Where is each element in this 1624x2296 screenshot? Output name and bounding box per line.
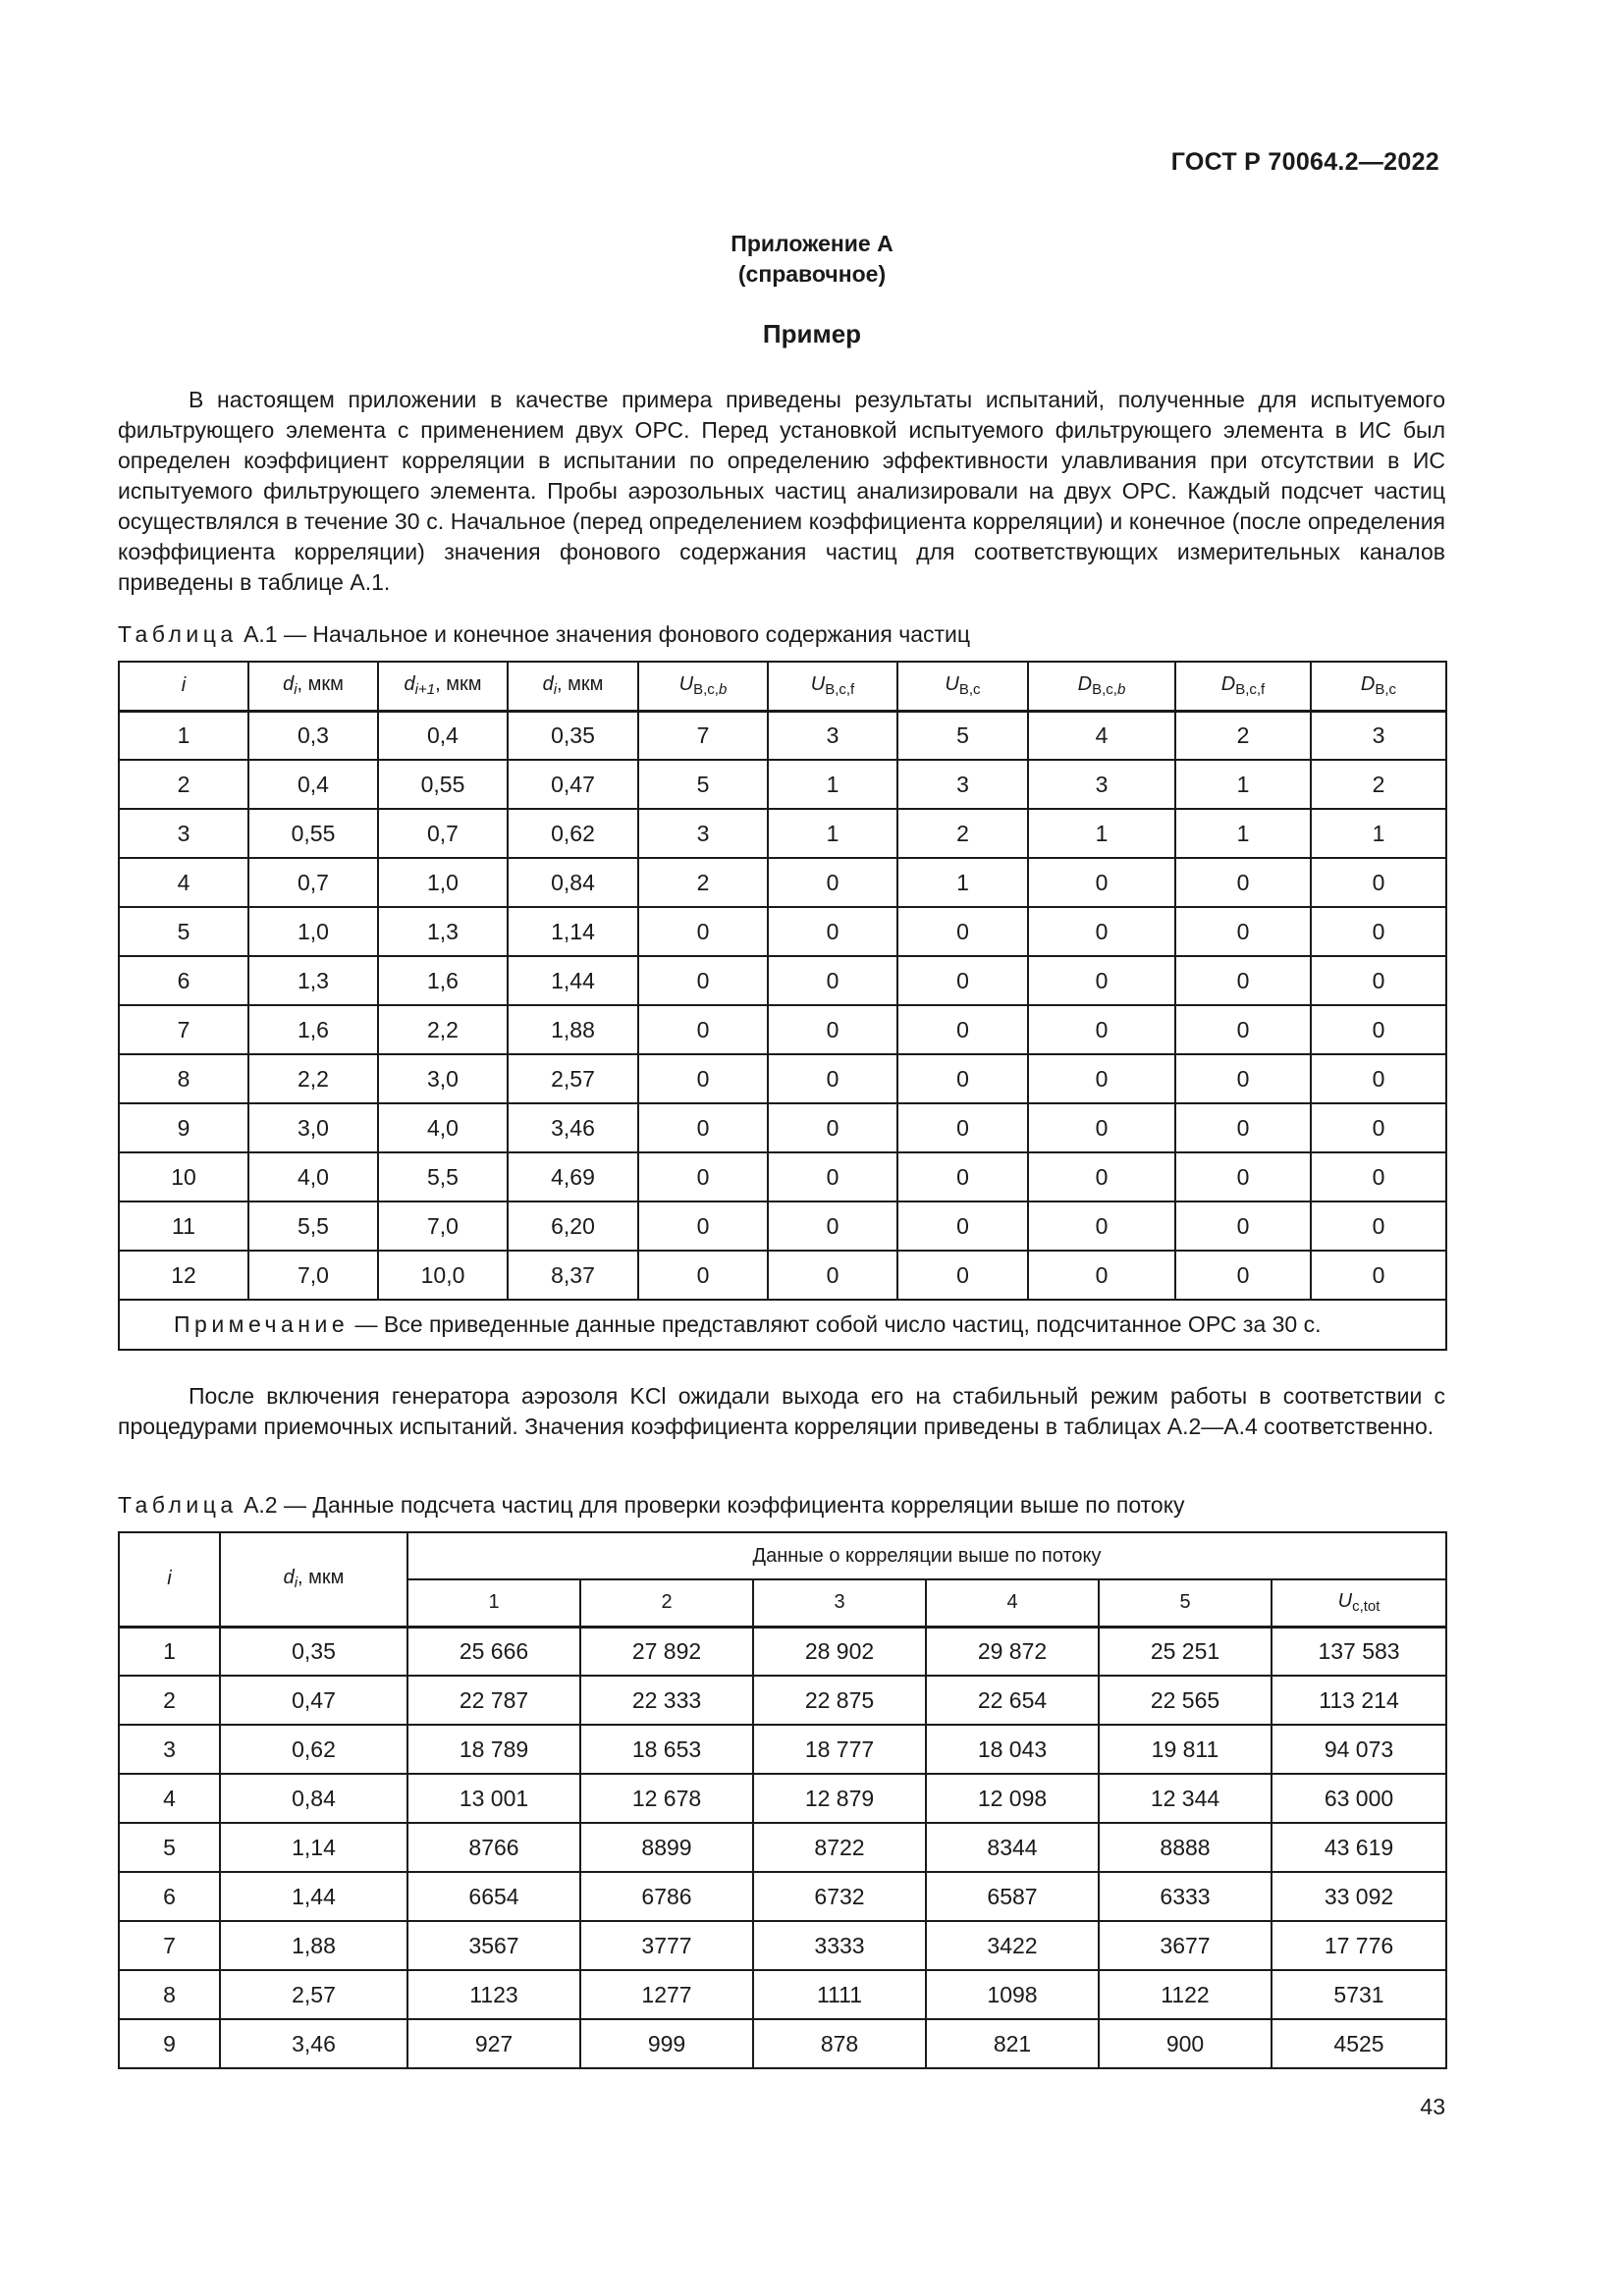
table-cell: 3777 [580, 1921, 753, 1970]
table-cell: 7 [119, 1921, 220, 1970]
table-cell: 0 [1028, 907, 1175, 956]
table-cell: 0 [638, 1054, 768, 1103]
table-cell: 28 902 [753, 1627, 926, 1676]
table-cell: 0,7 [248, 858, 378, 907]
table-cell: 0 [1311, 858, 1446, 907]
table-row [119, 1201, 1446, 1251]
table-cell: 8,37 [508, 1251, 638, 1300]
annex-title: Приложение А [731, 231, 893, 256]
table-cell: 2,2 [378, 1005, 508, 1054]
table-cell: 0 [1028, 1054, 1175, 1103]
table2-caption-label: Таблица [118, 1492, 238, 1518]
table-cell: 1,88 [508, 1005, 638, 1054]
table-cell: 8 [119, 1054, 248, 1103]
table-cell: 0 [1175, 956, 1311, 1005]
header2-group: Данные о корреляции выше по потоку [407, 1532, 1446, 1579]
table-cell: 43 619 [1272, 1823, 1446, 1872]
table-cell: 19 811 [1099, 1725, 1272, 1774]
table-cell: 8766 [407, 1823, 580, 1872]
table-row [119, 1152, 1446, 1201]
table-cell: 0 [1028, 1152, 1175, 1201]
table-row [119, 858, 1446, 907]
header-ubc: $U_{B,c}$ [897, 662, 1028, 711]
table-cell: 3422 [926, 1921, 1099, 1970]
table-cell: 7,0 [248, 1251, 378, 1300]
table-cell: 900 [1099, 2019, 1272, 2068]
table-cell: 4,0 [248, 1152, 378, 1201]
table-cell: 0 [1311, 1054, 1446, 1103]
table-cell: 22 875 [753, 1676, 926, 1725]
table-cell: 3333 [753, 1921, 926, 1970]
table-cell: 2,57 [508, 1054, 638, 1103]
table-cell: 22 565 [1099, 1676, 1272, 1725]
table-cell: 27 892 [580, 1627, 753, 1676]
table-cell: 8 [119, 1970, 220, 2019]
table-row [119, 1251, 1446, 1300]
table-cell: 3677 [1099, 1921, 1272, 1970]
header2-col-5: 5 [1099, 1579, 1272, 1627]
table1-caption-text: А.1 — Начальное и конечное значения фонового содержания частиц [244, 621, 971, 647]
table1-note-row [119, 1300, 1446, 1350]
table-cell: 4,0 [378, 1103, 508, 1152]
table-cell: 5 [119, 907, 248, 956]
header-di-mean: $d_i$, мкм [508, 662, 638, 711]
table-cell: 1,14 [508, 907, 638, 956]
table-cell: 0 [1028, 1201, 1175, 1251]
annex-subtitle: (справочное) [737, 261, 887, 287]
table-cell: 1 [768, 809, 897, 858]
table-cell: 0,62 [220, 1725, 407, 1774]
table1-note-label: Примечание [174, 1311, 350, 1337]
table-cell: 3 [638, 809, 768, 858]
table2-caption [118, 1492, 1445, 1519]
intro-paragraph: В настоящем приложении в качестве примера приведены результаты испытаний, полученные для испытуемого фильтрующего элемента с применением двух ОРС. Перед установкой испытуемого фильтрующего элемента в ИС был определен коэффициент корреляции в испытании по определению эффективности улавливания при отсутствии в ИС испытуемого фильтрующего элемента. Пробы аэрозольных частиц анализировали на двух ОРС. Каждый подсчет частиц осуществлялся в течение 30 с. Начальное (перед определением коэффициента корреляции) и конечное (после определения коэффициента корреляции) значения фонового содержания частиц для соответствующих измерительных каналов приведены в таблице А.1. [118, 387, 1445, 595]
table-cell: 1098 [926, 1970, 1099, 2019]
table-cell: 17 776 [1272, 1921, 1446, 1970]
table-cell: 10 [119, 1152, 248, 1201]
table-cell: 0 [638, 1005, 768, 1054]
table-cell: 137 583 [1272, 1627, 1446, 1676]
table-cell: 2 [1175, 711, 1311, 760]
table-row [119, 1970, 1446, 2019]
table-cell: 0 [768, 1251, 897, 1300]
table-cell: 0,84 [508, 858, 638, 907]
table-cell: 4,69 [508, 1152, 638, 1201]
table-cell: 6 [119, 1872, 220, 1921]
table2-header-row-top [119, 1532, 1446, 1579]
table-cell: 25 251 [1099, 1627, 1272, 1676]
table-cell: 6587 [926, 1872, 1099, 1921]
table-cell: 0 [638, 1103, 768, 1152]
table-cell: 1,0 [378, 858, 508, 907]
table-cell: 113 214 [1272, 1676, 1446, 1725]
table-cell: 821 [926, 2019, 1099, 2068]
document-code: ГОСТ Р 70064.2—2022 [1170, 148, 1439, 176]
table-cell: 12 344 [1099, 1774, 1272, 1823]
table-cell: 8899 [580, 1823, 753, 1872]
table-cell: 0 [897, 1005, 1028, 1054]
table-cell: 0 [638, 1251, 768, 1300]
table-cell: 0 [768, 1005, 897, 1054]
table-cell: 0 [768, 858, 897, 907]
table-cell: 1,3 [248, 956, 378, 1005]
table-cell: 0 [1311, 1005, 1446, 1054]
header2-col-1: 1 [407, 1579, 580, 1627]
table-cell: 0 [768, 907, 897, 956]
table-cell: 3 [768, 711, 897, 760]
table-cell: 0 [1028, 1251, 1175, 1300]
table1-note [119, 1300, 1446, 1350]
table-cell: 6654 [407, 1872, 580, 1921]
table-cell: 927 [407, 2019, 580, 2068]
table-cell: 0 [768, 1201, 897, 1251]
annex-heading [0, 229, 1624, 290]
table-cell: 1 [1175, 809, 1311, 858]
table-cell: 0 [1175, 1152, 1311, 1201]
table-row [119, 1823, 1446, 1872]
table-cell: 0 [638, 1152, 768, 1201]
table-cell: 3,46 [508, 1103, 638, 1152]
table-cell: 0 [768, 1152, 897, 1201]
header-dbcf: $D_{B,c,f}$ [1175, 662, 1311, 711]
table-cell: 2 [119, 760, 248, 809]
table-cell: 8888 [1099, 1823, 1272, 1872]
table-cell: 1,6 [378, 956, 508, 1005]
table-cell: 3,46 [220, 2019, 407, 2068]
table-cell: 5 [897, 711, 1028, 760]
table-cell: 11 [119, 1201, 248, 1251]
table-row [119, 1627, 1446, 1676]
table-cell: 13 001 [407, 1774, 580, 1823]
table-cell: 0 [1175, 1054, 1311, 1103]
header2-col-2: 2 [580, 1579, 753, 1627]
header-di-next: $d_{i+1}$, мкм [378, 662, 508, 711]
table-cell: 0,4 [378, 711, 508, 760]
table-cell: 7 [638, 711, 768, 760]
table-cell: 22 333 [580, 1676, 753, 1725]
table-cell: 0 [897, 956, 1028, 1005]
table-row [119, 1774, 1446, 1823]
table-cell: 5,5 [248, 1201, 378, 1251]
table-cell: 3 [1311, 711, 1446, 760]
table-cell: 0 [1311, 1103, 1446, 1152]
table-cell: 0 [1028, 858, 1175, 907]
table-cell: 6 [119, 956, 248, 1005]
table-a1 [118, 661, 1447, 1351]
table-cell: 1 [768, 760, 897, 809]
table-cell: 3,0 [378, 1054, 508, 1103]
table-row [119, 1005, 1446, 1054]
table-cell: 7,0 [378, 1201, 508, 1251]
table-cell: 94 073 [1272, 1725, 1446, 1774]
table-cell: 2 [119, 1676, 220, 1725]
table-cell: 5 [638, 760, 768, 809]
table-cell: 0,35 [508, 711, 638, 760]
table-cell: 0 [1311, 956, 1446, 1005]
table-cell: 1,44 [220, 1872, 407, 1921]
header2-i: i [119, 1532, 220, 1627]
table-cell: 4525 [1272, 2019, 1446, 2068]
table-cell: 5731 [1272, 1970, 1446, 2019]
table-cell: 1111 [753, 1970, 926, 2019]
table-cell: 0,55 [378, 760, 508, 809]
table-cell: 0 [1311, 1251, 1446, 1300]
table-cell: 0,3 [248, 711, 378, 760]
table-cell: 25 666 [407, 1627, 580, 1676]
table-cell: 22 654 [926, 1676, 1099, 1725]
table-cell: 0 [1311, 1152, 1446, 1201]
table-cell: 10,0 [378, 1251, 508, 1300]
table-cell: 0 [897, 1251, 1028, 1300]
table-cell: 33 092 [1272, 1872, 1446, 1921]
header-dbc: $D_{B,c}$ [1311, 662, 1446, 711]
table-cell: 6,20 [508, 1201, 638, 1251]
table-cell: 1 [897, 858, 1028, 907]
table-cell: 0 [1311, 907, 1446, 956]
table-cell: 6786 [580, 1872, 753, 1921]
table-cell: 8722 [753, 1823, 926, 1872]
table-cell: 12 098 [926, 1774, 1099, 1823]
table-cell: 0 [638, 956, 768, 1005]
table-cell: 1277 [580, 1970, 753, 2019]
table-cell: 12 879 [753, 1774, 926, 1823]
header2-col-4: 4 [926, 1579, 1099, 1627]
table-cell: 8344 [926, 1823, 1099, 1872]
table-row [119, 2019, 1446, 2068]
table-cell: 9 [119, 2019, 220, 2068]
table-cell: 0 [897, 1103, 1028, 1152]
table-cell: 2 [638, 858, 768, 907]
table-cell: 0,47 [508, 760, 638, 809]
table-cell: 1 [119, 711, 248, 760]
table-cell: 1 [1311, 809, 1446, 858]
table-row [119, 1054, 1446, 1103]
table-cell: 1122 [1099, 1970, 1272, 2019]
table-cell: 3,0 [248, 1103, 378, 1152]
table-cell: 6333 [1099, 1872, 1272, 1921]
table-cell: 0 [638, 907, 768, 956]
table-cell: 878 [753, 2019, 926, 2068]
table-cell: 12 [119, 1251, 248, 1300]
table-cell: 1,0 [248, 907, 378, 956]
header-di: $d_i$, мкм [248, 662, 378, 711]
table-cell: 0,62 [508, 809, 638, 858]
table-row [119, 907, 1446, 956]
table-cell: 1,6 [248, 1005, 378, 1054]
table-cell: 0 [1175, 1201, 1311, 1251]
table-cell: 2 [897, 809, 1028, 858]
table-cell: 0 [1028, 956, 1175, 1005]
table-cell: 0 [897, 1201, 1028, 1251]
page-number: 43 [1420, 2094, 1445, 2119]
table1-caption-label: Таблица [118, 621, 238, 647]
table-cell: 18 789 [407, 1725, 580, 1774]
header-dbcb: $D_{B,c,b}$ [1028, 662, 1175, 711]
table-cell: 0 [638, 1201, 768, 1251]
table-cell: 1,88 [220, 1921, 407, 1970]
table-cell: 1,14 [220, 1823, 407, 1872]
table-cell: 4 [119, 858, 248, 907]
header2-col-3: 3 [753, 1579, 926, 1627]
table-cell: 4 [119, 1774, 220, 1823]
table-cell: 0 [1175, 1005, 1311, 1054]
table-row [119, 1725, 1446, 1774]
table-cell: 0 [1175, 858, 1311, 907]
table-cell: 18 043 [926, 1725, 1099, 1774]
table2-caption-text: А.2 — Данные подсчета частиц для проверки коэффициента корреляции выше по потоку [244, 1492, 1185, 1518]
table-cell: 0 [897, 907, 1028, 956]
header-ubcf: $U_{B,c,f}$ [768, 662, 897, 711]
table-row [119, 760, 1446, 809]
table1-note-text: — Все приведенные данные представляют собой число частиц, подсчитанное ОРС за 30 с. [349, 1311, 1322, 1337]
table-a2 [118, 1531, 1447, 2069]
table-cell: 6732 [753, 1872, 926, 1921]
table-cell: 1 [1028, 809, 1175, 858]
table-cell: 5,5 [378, 1152, 508, 1201]
table-cell: 18 777 [753, 1725, 926, 1774]
table-row [119, 1921, 1446, 1970]
table-cell: 4 [1028, 711, 1175, 760]
table-cell: 0 [897, 1054, 1028, 1103]
table-cell: 0 [768, 1054, 897, 1103]
table-cell: 0 [897, 1152, 1028, 1201]
table-cell: 9 [119, 1103, 248, 1152]
table-cell: 0,55 [248, 809, 378, 858]
table-cell: 3567 [407, 1921, 580, 1970]
table-cell: 0 [1175, 1103, 1311, 1152]
table-cell: 0 [1028, 1005, 1175, 1054]
table-row [119, 809, 1446, 858]
table-cell: 2 [1311, 760, 1446, 809]
middle-paragraph: После включения генератора аэрозоля KCl ожидали выхода его на стабильный режим работы в соответствии с процедурами приемочных испытаний. Значения коэффициента корреляции приведены в таблицах А.2—А.4 соответственно. [118, 1383, 1445, 1439]
table-cell: 3 [119, 809, 248, 858]
table-cell: 3 [1028, 760, 1175, 809]
table-row [119, 1676, 1446, 1725]
header2-total: $U_{c,tot}$ [1272, 1579, 1446, 1627]
table-cell: 0,4 [248, 760, 378, 809]
example-heading: Пример [762, 319, 862, 348]
table-cell: 0 [768, 956, 897, 1005]
table-cell: 0 [768, 1103, 897, 1152]
table-cell: 22 787 [407, 1676, 580, 1725]
table-cell: 0 [1311, 1201, 1446, 1251]
table-cell: 0 [1175, 1251, 1311, 1300]
header-ubcb: $U_{B,c,b}$ [638, 662, 768, 711]
table-cell: 0,47 [220, 1676, 407, 1725]
table-cell: 7 [119, 1005, 248, 1054]
table-cell: 0 [1175, 907, 1311, 956]
table-row [119, 711, 1446, 760]
table-row [119, 956, 1446, 1005]
header2-di: $d_i$, мкм [220, 1532, 407, 1627]
table-cell: 2,2 [248, 1054, 378, 1103]
table-cell: 1 [119, 1627, 220, 1676]
table-row [119, 1103, 1446, 1152]
table-cell: 1,3 [378, 907, 508, 956]
table1-header-row [119, 662, 1446, 711]
table-cell: 12 678 [580, 1774, 753, 1823]
table-cell: 0,84 [220, 1774, 407, 1823]
table-cell: 999 [580, 2019, 753, 2068]
table-cell: 2,57 [220, 1970, 407, 2019]
table-cell: 18 653 [580, 1725, 753, 1774]
table-cell: 5 [119, 1823, 220, 1872]
table-cell: 3 [897, 760, 1028, 809]
table-cell: 29 872 [926, 1627, 1099, 1676]
table-cell: 63 000 [1272, 1774, 1446, 1823]
table-cell: 0,35 [220, 1627, 407, 1676]
table-cell: 0,7 [378, 809, 508, 858]
table-cell: 1123 [407, 1970, 580, 2019]
table-cell: 0 [1028, 1103, 1175, 1152]
table1-caption [118, 621, 1445, 648]
table-cell: 3 [119, 1725, 220, 1774]
header-i: i [119, 662, 248, 711]
table-cell: 1 [1175, 760, 1311, 809]
table-row [119, 1872, 1446, 1921]
table-cell: 1,44 [508, 956, 638, 1005]
